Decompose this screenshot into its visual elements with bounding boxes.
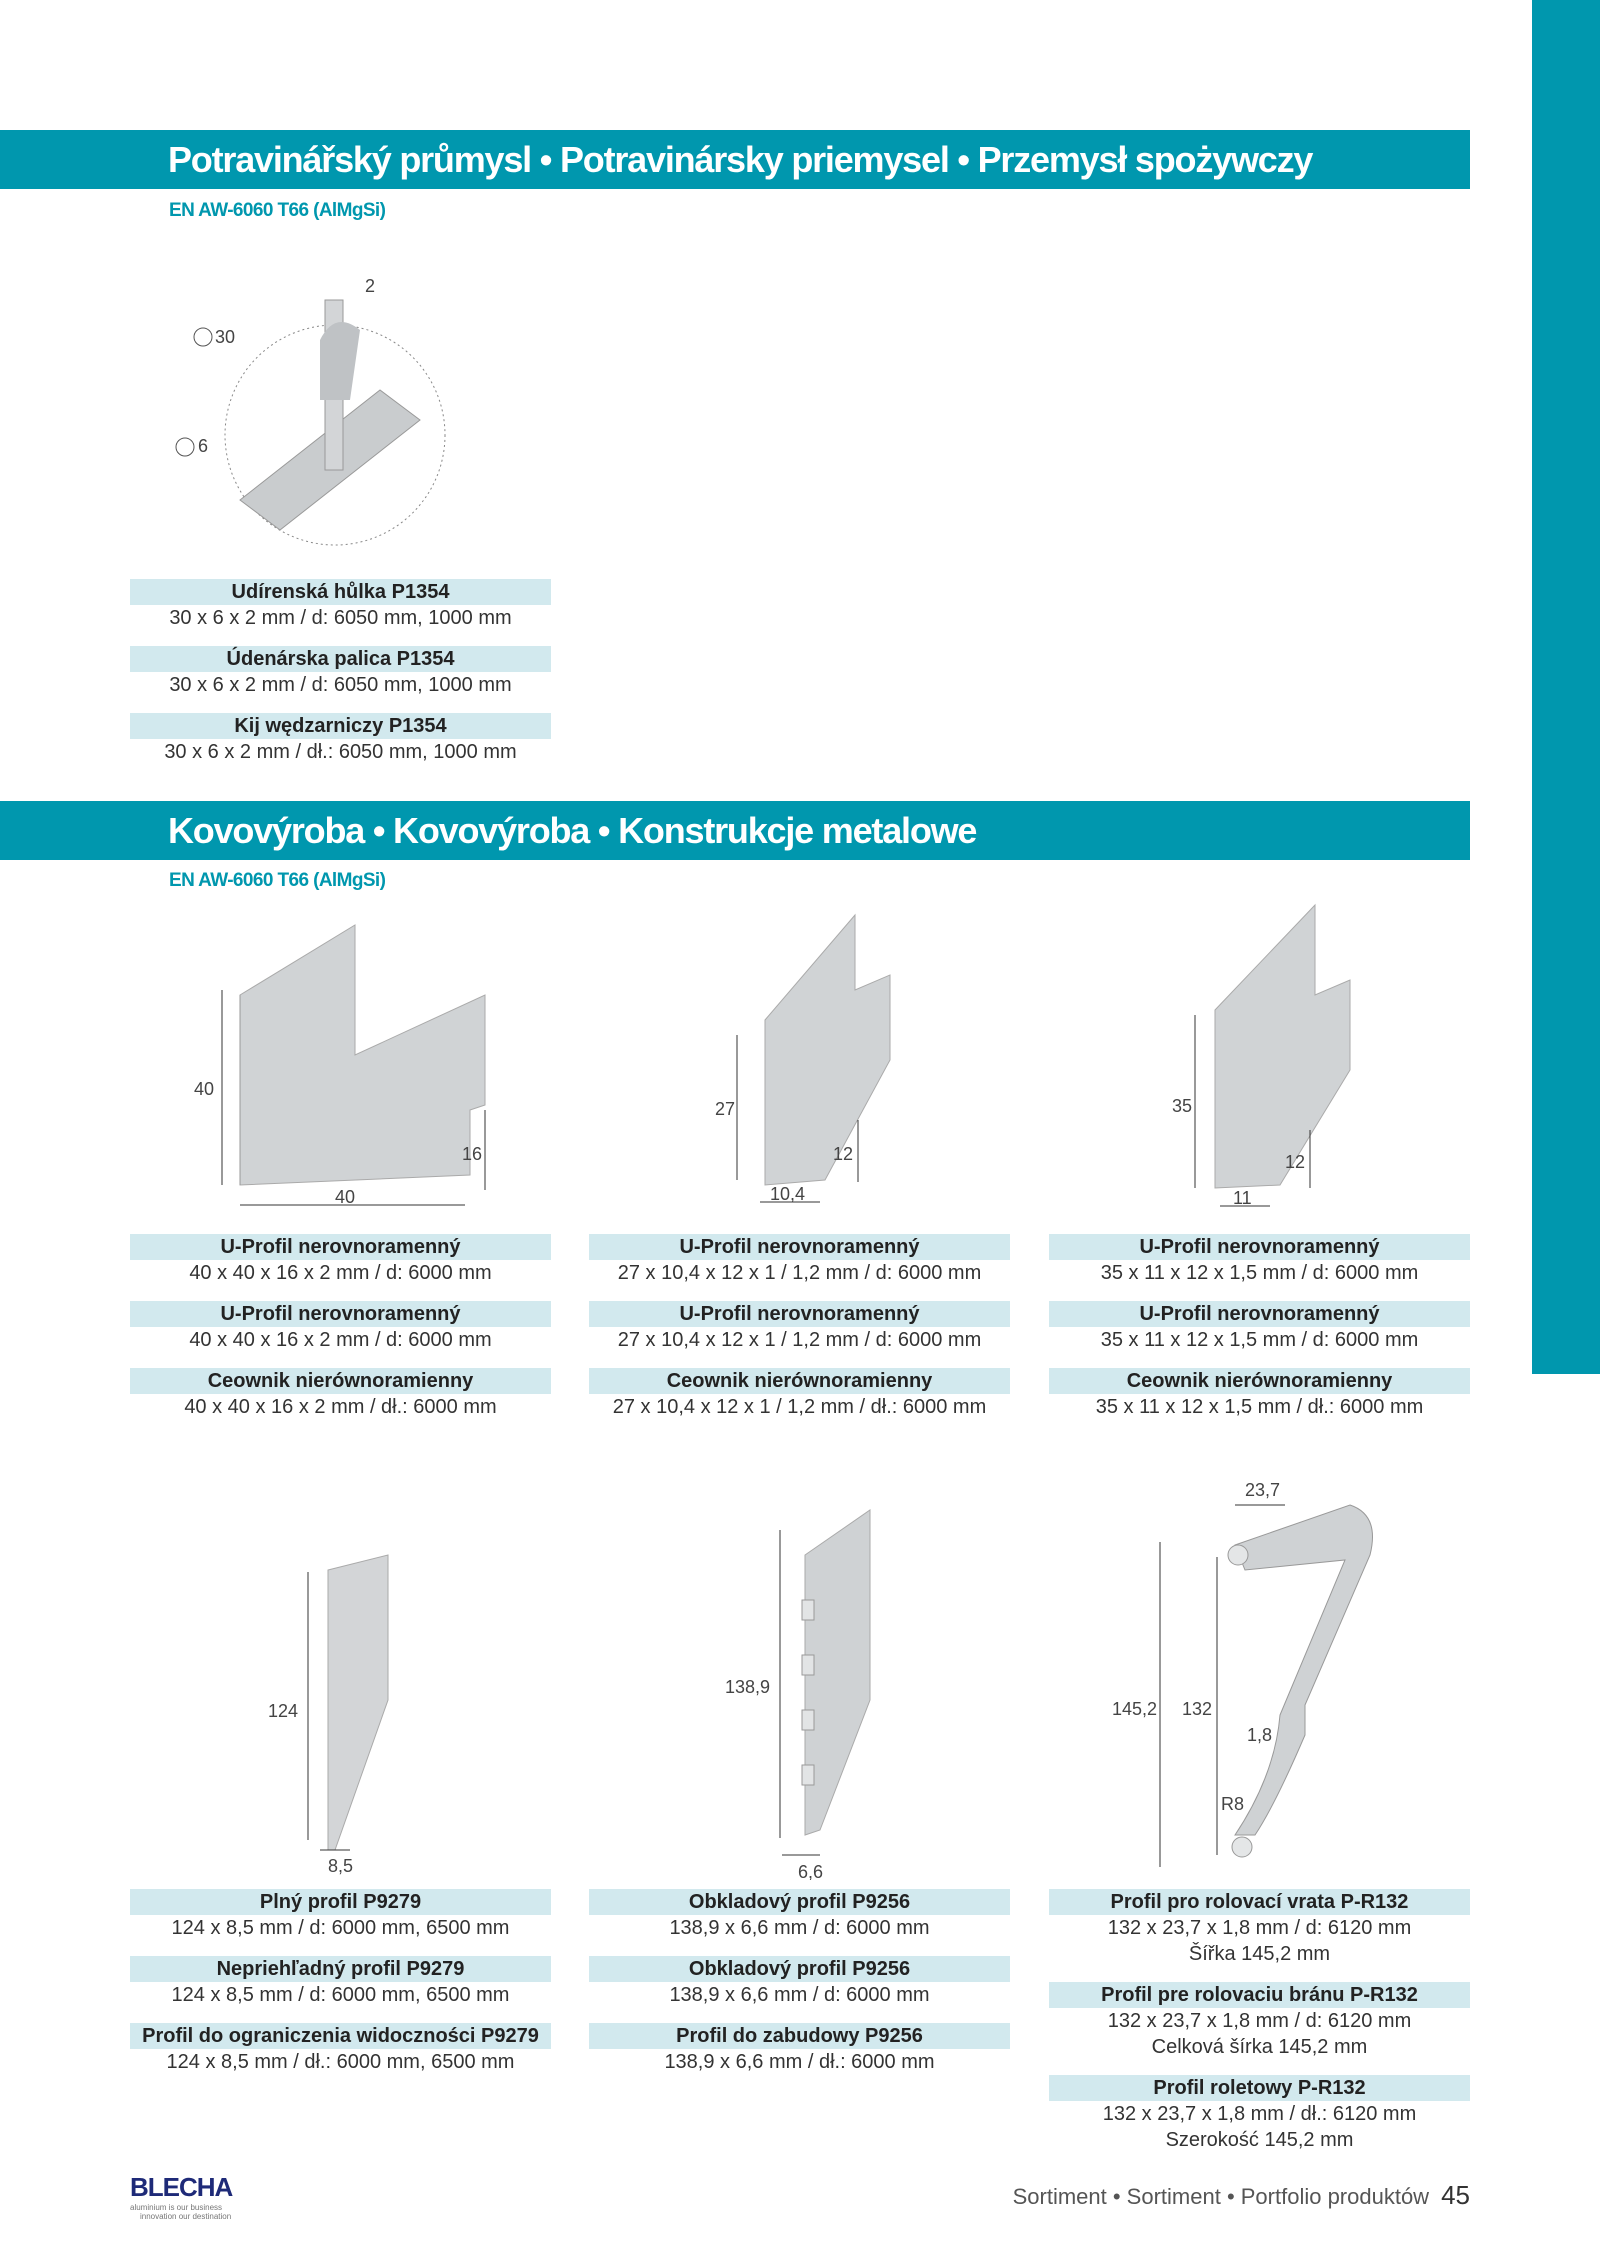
- product-title: Plný profil P9279: [130, 1889, 551, 1915]
- u-profile-35-diagram: [1170, 900, 1370, 1220]
- svg-text:138,9: 138,9: [725, 1677, 771, 1697]
- product-desc: 27 x 10,4 x 12 x 1 / 1,2 mm / dł.: 6000 mm: [612, 1396, 987, 1418]
- section-header-food: Potravinářský průmysl • Potravinársky priemysel • Przemysł spożywczy: [0, 130, 1470, 189]
- svg-text:12: 12: [833, 1144, 854, 1164]
- u-profile-40-diagram: [190, 915, 510, 1215]
- product-desc: 30 x 6 x 2 mm / dł.: 6050 mm, 1000 mm: [164, 741, 517, 763]
- product-title: Profil pre rolovaciu bránu P-R132: [1049, 1982, 1470, 2008]
- product-card-p9279: [130, 1889, 551, 2090]
- material-spec: EN AW-6060 T66 (AlMgSi): [169, 200, 386, 221]
- product-card-u40: [130, 1234, 551, 1435]
- product-desc: 35 x 11 x 12 x 1,5 mm / dł.: 6000 mm: [1095, 1396, 1424, 1418]
- product-desc: 124 x 8,5 mm / d: 6000 mm, 6500 mm: [171, 1984, 510, 2006]
- product-title: Kij wędzarniczy P1354: [130, 713, 551, 739]
- product-desc: 132 x 23,7 x 1,8 mm / d: 6120 mm Celková šírka 145,2 mm: [1107, 2010, 1412, 2058]
- svg-text:23,7: 23,7: [1245, 1480, 1281, 1500]
- product-title: Obkladový profil P9256: [589, 1956, 1010, 1982]
- svg-text:145,2: 145,2: [1112, 1699, 1158, 1719]
- product-card-pr132: [1049, 1889, 1470, 2168]
- product-title: U-Profil nerovnoramenný: [589, 1301, 1010, 1327]
- page-number: 45: [1441, 2180, 1470, 2210]
- solid-profile-diagram: [260, 1550, 400, 1880]
- footer-text: Sortiment • Sortiment • Portfolio produktów: [1012, 2184, 1430, 2209]
- footer: [1013, 2180, 1470, 2211]
- dim-thickness: 2: [365, 276, 376, 296]
- product-title: U-Profil nerovnoramenný: [589, 1234, 1010, 1260]
- product-desc: 40 x 40 x 16 x 2 mm / dł.: 6000 mm: [184, 1396, 497, 1418]
- roller-door-profile-diagram: [1105, 1475, 1405, 1885]
- material-spec: EN AW-6060 T66 (AlMgSi): [169, 870, 386, 891]
- product-title: U-Profil nerovnoramenný: [1049, 1301, 1470, 1327]
- product-card-u35: [1049, 1234, 1470, 1435]
- product-desc: 124 x 8,5 mm / dł.: 6000 mm, 6500 mm: [166, 2051, 515, 2073]
- product-desc: 138,9 x 6,6 mm / d: 6000 mm: [669, 1917, 930, 1939]
- u-profile-27-diagram: [715, 910, 915, 1220]
- svg-text:1,8: 1,8: [1247, 1725, 1273, 1745]
- product-title: Ceownik nierównoramienny: [589, 1368, 1010, 1394]
- product-desc: 27 x 10,4 x 12 x 1 / 1,2 mm / d: 6000 mm: [617, 1262, 982, 1284]
- svg-text:8,5: 8,5: [328, 1856, 354, 1876]
- product-title: Obkladový profil P9256: [589, 1889, 1010, 1915]
- product-desc: 138,9 x 6,6 mm / d: 6000 mm: [669, 1984, 930, 2006]
- product-title: Udírenská hůlka P1354: [130, 579, 551, 605]
- section-header-metal: Kovovýroba • Kovovýroba • Konstrukcje metalowe: [0, 801, 1470, 860]
- product-desc: 40 x 40 x 16 x 2 mm / d: 6000 mm: [189, 1262, 492, 1284]
- product-desc: 132 x 23,7 x 1,8 mm / d: 6120 mm Šířka 145,2 mm: [1107, 1917, 1412, 1965]
- svg-text:12: 12: [1285, 1152, 1306, 1172]
- product-desc: 40 x 40 x 16 x 2 mm / d: 6000 mm: [189, 1329, 492, 1351]
- product-desc: 35 x 11 x 12 x 1,5 mm / d: 6000 mm: [1100, 1262, 1419, 1284]
- product-desc: 30 x 6 x 2 mm / d: 6050 mm, 1000 mm: [169, 607, 512, 629]
- svg-text:11: 11: [1233, 1188, 1252, 1208]
- product-desc: 30 x 6 x 2 mm / d: 6050 mm, 1000 mm: [169, 674, 512, 696]
- svg-text:35: 35: [1172, 1096, 1193, 1116]
- side-accent-bar: [1532, 0, 1600, 1374]
- svg-text:132: 132: [1182, 1699, 1213, 1719]
- smoking-rod-diagram: [170, 270, 470, 570]
- cladding-profile-diagram: [720, 1500, 880, 1880]
- svg-text:6,6: 6,6: [798, 1862, 824, 1880]
- dim-diameter-inner: 6: [198, 436, 209, 456]
- product-title: Ceownik nierównoramienny: [1049, 1368, 1470, 1394]
- product-title: Profil do zabudowy P9256: [589, 2023, 1010, 2049]
- product-title: U-Profil nerovnoramenný: [1049, 1234, 1470, 1260]
- product-title: U-Profil nerovnoramenný: [130, 1234, 551, 1260]
- product-title: Nepriehľadný profil P9279: [130, 1956, 551, 1982]
- product-desc: 27 x 10,4 x 12 x 1 / 1,2 mm / d: 6000 mm: [617, 1329, 982, 1351]
- svg-text:40: 40: [194, 1079, 215, 1099]
- dim-diameter-outer: 30: [215, 327, 236, 347]
- product-desc: 35 x 11 x 12 x 1,5 mm / d: 6000 mm: [1100, 1329, 1419, 1351]
- product-desc: 124 x 8,5 mm / d: 6000 mm, 6500 mm: [171, 1917, 510, 1939]
- product-desc: 132 x 23,7 x 1,8 mm / dł.: 6120 mm Szerokość 145,2 mm: [1102, 2103, 1417, 2151]
- product-title: Profil do ograniczenia widoczności P9279: [130, 2023, 551, 2049]
- product-title: Profil roletowy P-R132: [1049, 2075, 1470, 2101]
- svg-text:R8: R8: [1221, 1794, 1245, 1814]
- product-card-smoking-rod: [130, 579, 551, 780]
- svg-text:124: 124: [268, 1701, 299, 1721]
- product-card-u27: [589, 1234, 1010, 1435]
- product-title: Údenárska palica P1354: [130, 646, 551, 672]
- svg-text:10,4: 10,4: [770, 1184, 806, 1204]
- product-title: Profil pro rolovací vrata P-R132: [1049, 1889, 1470, 1915]
- svg-text:27: 27: [715, 1099, 736, 1119]
- product-title: U-Profil nerovnoramenný: [130, 1301, 551, 1327]
- product-card-p9256: [589, 1889, 1010, 2090]
- blecha-logo: BLECHA aluminium is our business innovation our destination: [130, 2172, 233, 2221]
- svg-text:16: 16: [462, 1144, 483, 1164]
- svg-text:40: 40: [335, 1187, 356, 1207]
- product-title: Ceownik nierównoramienny: [130, 1368, 551, 1394]
- product-desc: 138,9 x 6,6 mm / dł.: 6000 mm: [664, 2051, 935, 2073]
